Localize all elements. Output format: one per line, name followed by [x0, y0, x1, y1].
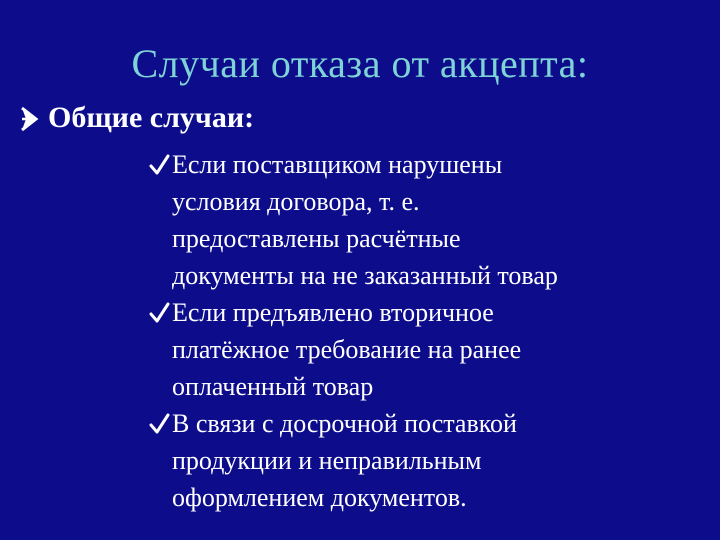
slide-title: Случаи отказа от акцепта:	[131, 41, 589, 86]
list-item-text: В связи с досрочной поставкой продукции и неправильным оформлением документов.	[172, 409, 517, 512]
bullet-list	[148, 146, 708, 516]
list-item	[148, 405, 708, 516]
list-item	[148, 294, 708, 405]
checkmark-icon	[148, 405, 170, 442]
heading-text: Общие случаи:	[48, 101, 255, 134]
checkmark-icon	[148, 146, 170, 183]
list-item	[148, 146, 708, 294]
arrow-bullet-icon	[18, 100, 44, 136]
heading-row	[18, 100, 698, 136]
list-item-text: Если предъявлено вторичное платёжное требование на ранее оплаченный товар	[172, 298, 522, 401]
list-item-text: Если поставщиком нарушены условия договора, т. е. предоставлены расчётные документы на не заказанный товар	[172, 150, 558, 290]
checkmark-icon	[148, 294, 170, 331]
